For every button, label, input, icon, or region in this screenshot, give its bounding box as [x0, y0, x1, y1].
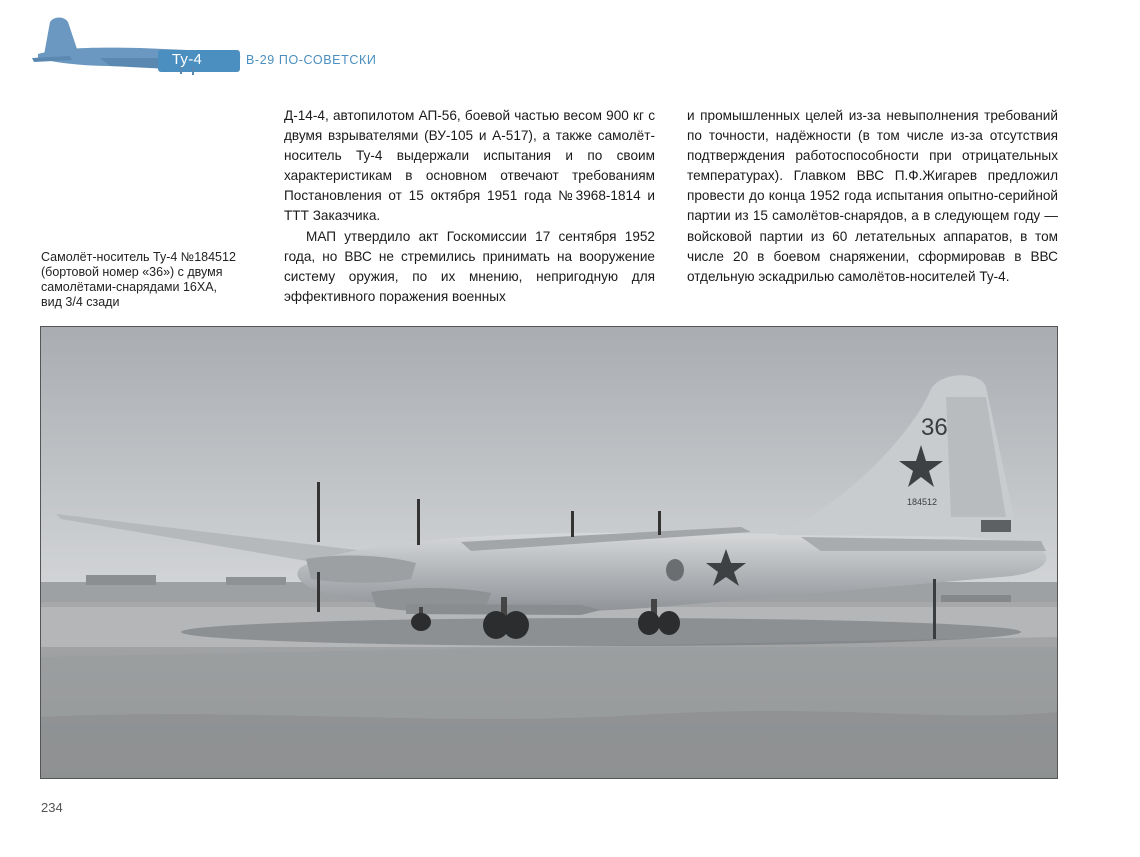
serial-number: 184512: [907, 497, 938, 507]
section-title: Ту-4: [171, 51, 203, 68]
text-column-1: [284, 106, 655, 307]
tail-number: 36: [921, 414, 948, 441]
page-header: [0, 0, 1140, 90]
photo-caption: [41, 250, 266, 310]
aircraft-photo: [40, 326, 1058, 779]
section-subtitle: B-29 ПО-СОВЕТСКИ: [246, 53, 377, 67]
caption-line: Самолёт-носитель Ту-4 №184512: [41, 250, 236, 264]
text-column-2: [687, 106, 1058, 287]
caption-line: (бортовой номер «36») с двумя: [41, 265, 223, 279]
paragraph: МАП утвердило акт Госкомиссии 17 сентября 1952 года, но ВВС не стремились принимать на вооружение систему оружия, по их мнению, непригодную для эффективного поражения военных: [284, 228, 655, 304]
paragraph: и промышленных целей из-за невыполнения требований по точности, надёжности (в том числе из-за отсутствия подтверждения работоспособности при отрицательных температурах). Главком ВВС П.Ф.Жигарев предложил провести до конца 1952 года испытания опытно-серийной партии из 15 самолётов-снарядов, а в следующем году — войсковой партии из 60 летательных аппаратов, в том числе 20 в боевом снаряжении, сформировав в ВВС отдельную эскадрилью самолётов-носителей Ту-4.: [687, 108, 1058, 284]
page-number: 234: [41, 800, 63, 815]
caption-line: вид 3/4 сзади: [41, 295, 120, 309]
caption-line: самолётами-снарядами 16ХА,: [41, 280, 218, 294]
paragraph: Д-14-4, автопилотом АП-56, боевой частью весом 900 кг с двумя взрывателями (ВУ-105 и А-517), а также самолёт-носитель Ту-4 выдержали испытания и по своим характеристикам в основном отвечают требованиям Постановления от 15 октября 1951 года №3968-1814 и ТТТ Заказчика.: [284, 108, 655, 224]
